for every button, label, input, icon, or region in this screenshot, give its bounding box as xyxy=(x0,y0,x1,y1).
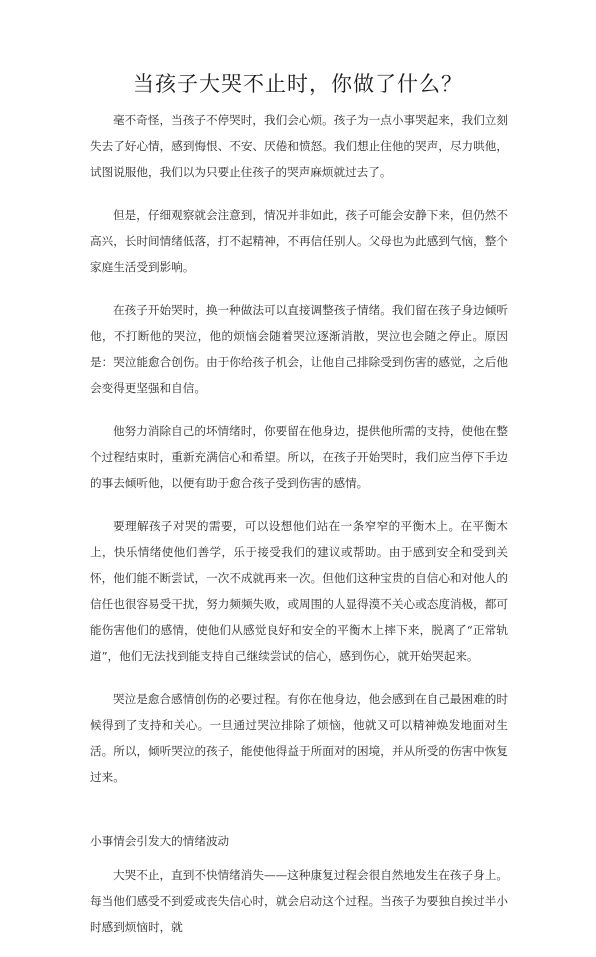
paragraph-3: 在孩子开始哭时，换一种做法可以直接调整孩子情绪。我们留在孩子身边倾听他，不打断他的哭泣，他的烦恼会随着哭泣逐渐消散，哭泣也会随之停止。原因是：哭泣能愈合创伤。由于你给孩子机会，让他自己排除受到伤害的感觉，之后他会变得更坚强和自信。 xyxy=(90,303,508,395)
section-paragraph: 大哭不止，直到不快情绪消失——这种康复过程会很自然地发生在孩子身上。每当他们感受不到爱或丧失信心时，就会启动这个过程。当孩子为要独自挨过半小时感到烦恼时，就 xyxy=(90,868,508,934)
paragraph-5: 要理解孩子对哭的需要，可以设想他们站在一条窄窄的平衡木上。在平衡木上，快乐情绪使他们善学，乐于接受我们的建议或帮助。由于感到安全和受到关怀，他们能不断尝试，一次不成就再来一次。但他们这种宝贵的自信心和对他人的信任也很容易受干扰，努力频频失败，或周围的人显得漠不关心或态度消极，都可能伤害他们的感情，使他们从感觉良好和安全的平衡木上摔下来，脱离了“正常轨道”，他们无法找到能支持自己继续尝试的信心，感到伤心，就开始哭起来。 xyxy=(90,519,508,663)
paragraph-4: 他努力消除自己的坏情绪时，你要留在他身边，提供他所需的支持，使他在整个过程结束时，重新充满信心和希望。所以，在孩子开始哭时，我们应当停下手边的事去倾听他，以便有助于愈合孩子受到伤害的感情。 xyxy=(90,424,508,490)
paragraph-6: 哭泣是愈合感情创伤的必要过程。有你在他身边，他会感到在自己最困难的时候得到了支持和关心。一旦通过哭泣排除了烦恼，他就又可以精神焕发地面对生活。所以，倾听哭泣的孩子，能使他得益于所面对的困境，并从所受的伤害中恢复过来。 xyxy=(90,692,508,784)
paragraph-1: 毫不奇怪，当孩子不停哭时，我们会心烦。孩子为一点小事哭起来，我们立刻失去了好心情，感到悔恨、不安、厌倦和愤怒。我们想止住他的哭声，尽力哄他，试图说服他，我们以为只要止住孩子的哭声麻烦就过去了。 xyxy=(90,113,508,179)
section-heading: 小事情会引发大的情绪波动 xyxy=(90,834,230,848)
paragraph-2: 但是，仔细观察就会注意到，情况并非如此，孩子可能会安静下来，但仍然不高兴，长时间情绪低落，打不起精神，不再信任别人。父母也为此感到气恼，整个家庭生活受到影响。 xyxy=(90,208,508,274)
article-body xyxy=(90,107,508,957)
page-title: 当孩子大哭不止时，你做了什么？ xyxy=(133,72,463,96)
